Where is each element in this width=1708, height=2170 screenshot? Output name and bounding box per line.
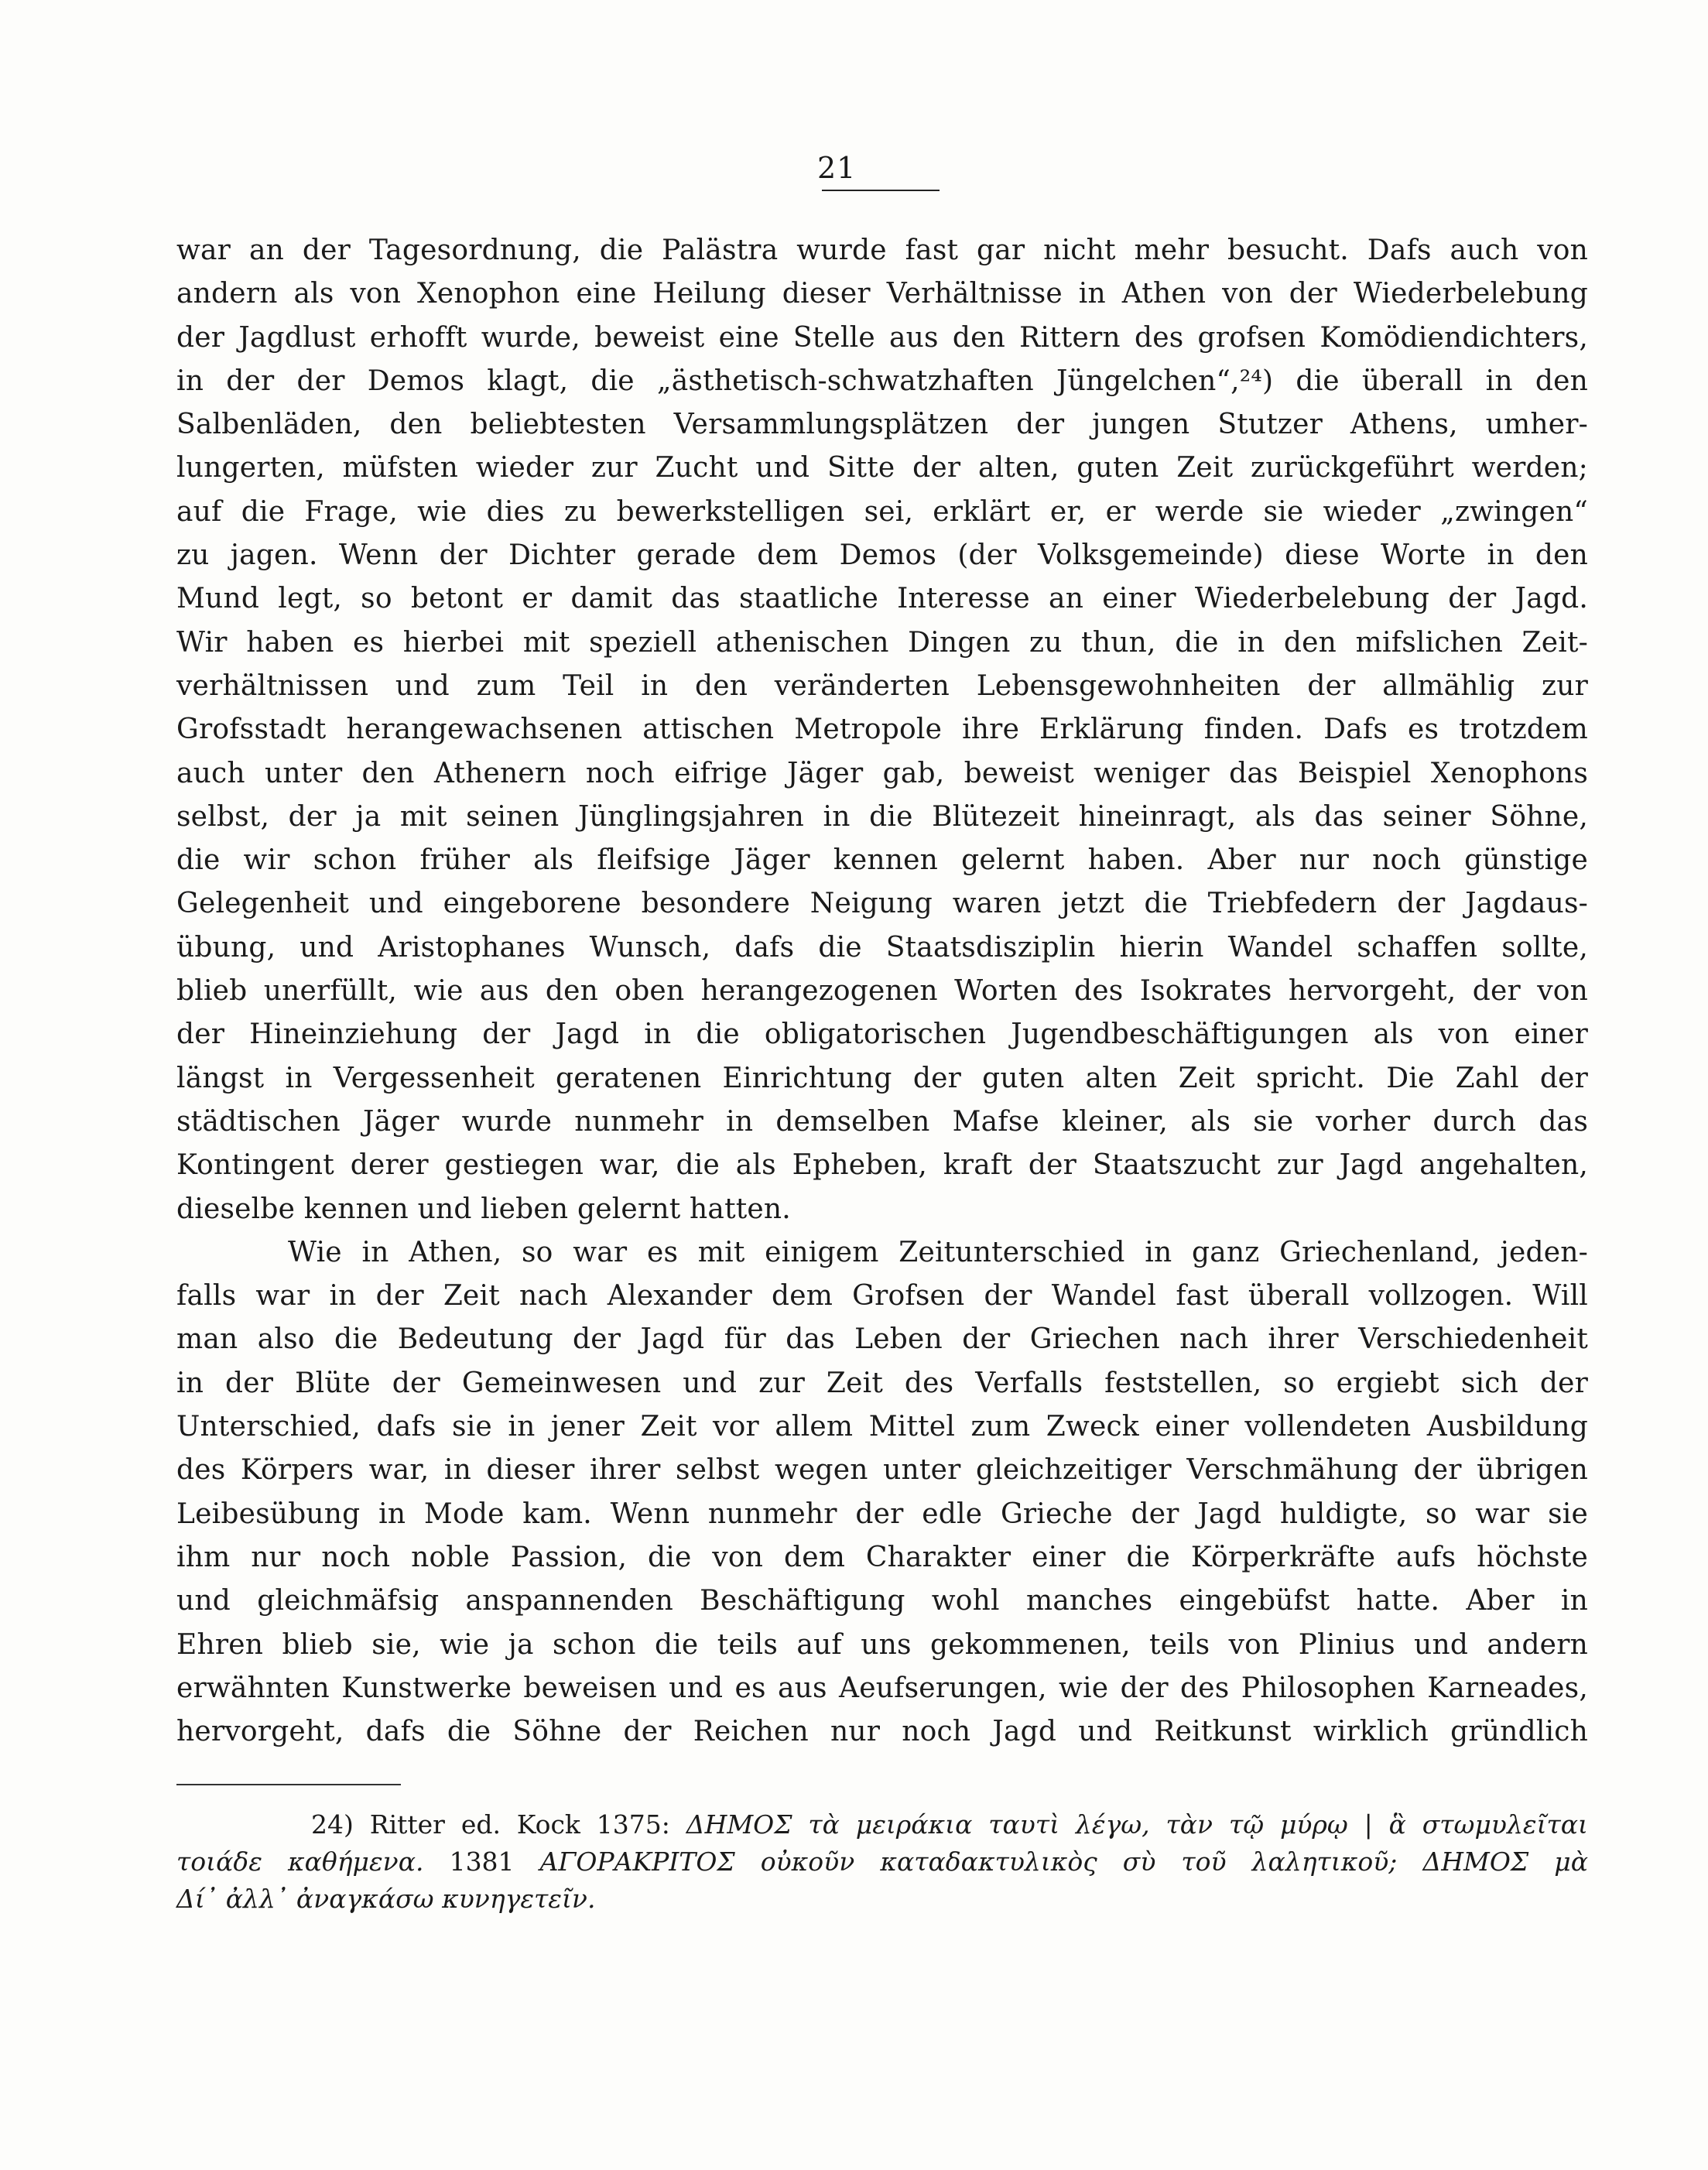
text-line: die wir schon früher als fleifsige Jäger kennen gelernt haben. Aber nur noch günstige	[176, 844, 1588, 877]
footnote-24	[176, 1806, 1588, 1843]
text-line: man also die Bedeutung der Jagd für das Leben der Griechen nach ihrer Verschiedenheit	[176, 1323, 1588, 1356]
text-line: Grofsstadt herangewachsenen attischen Metropole ihre Erklärung finden. Dafs es trotzdem	[176, 714, 1588, 746]
text-line: Salbenläden, den beliebtesten Versammlungsplätzen der jungen Stutzer Athens, umher-	[176, 409, 1588, 441]
footnote-line	[176, 1881, 1588, 1918]
text-line: in der Blüte der Gemeinwesen und zur Zeit des Verfalls feststellen, so ergiebt sich der	[176, 1367, 1588, 1399]
footnote-greek: ΔΗΜΟΣ τὰ μειράκια ταυτὶ λέγω, τὰν τῷ μύρῳ | ἃ στωμυλεῖται	[686, 1809, 1588, 1840]
text-line: verhältnissen und zum Teil in den veränderten Lebensgewohnheiten der allmählig zur	[176, 669, 1588, 702]
text-line: war an der Tagesordnung, die Palästra wurde fast gar nicht mehr besucht. Dafs auch von	[176, 234, 1588, 266]
footnote-text: 1381	[423, 1847, 540, 1877]
text-line: Unterschied, dafs sie in jener Zeit vor allem Mittel zum Zweck einer vollendeten Ausbildung	[176, 1411, 1588, 1443]
footnote-line	[176, 1843, 1588, 1881]
text-line: Mund legt, so betont er damit das staatliche Interesse an einer Wiederbelebung der Jagd.	[176, 583, 1588, 615]
body-text	[176, 229, 1588, 1754]
text-line: längst in Vergessenheit geratenen Einrichtung der guten alten Zeit spricht. Die Zahl der	[176, 1062, 1588, 1094]
text-line: ihm nur noch noble Passion, die von dem Charakter einer die Körperkräfte aufs höchste	[176, 1541, 1588, 1573]
text-line: erwähnten Kunstwerke beweisen und es aus Aeufserungen, wie der des Philosophen Karneades,	[176, 1672, 1588, 1704]
text-line: Kontingent derer gestiegen war, die als Epheben, kraft der Staatszucht zur Jagd angehalten,	[176, 1149, 1588, 1182]
text-line: Ehren blieb sie, wie ja schon die teils auf uns gekommenen, teils von Plinius und andern	[176, 1628, 1588, 1661]
text-line: des Körpers war, in dieser ihrer selbst wegen unter gleichzeitiger Verschmähung der übrigen	[176, 1454, 1588, 1487]
text-line: und gleichmäfsig anspannenden Beschäftigung wohl manches eingebüfst hatte. Aber in	[176, 1585, 1588, 1617]
text-line: Leibesübung in Mode kam. Wenn nunmehr der edle Grieche der Jagd huldigte, so war sie	[176, 1497, 1588, 1530]
text-line: selbst, der ja mit seinen Jünglingsjahren in die Blütezeit hineinragt, als das seiner Söhne,	[176, 800, 1588, 833]
text-line: hervorgeht, dafs die Söhne der Reichen nur noch Jagd und Reitkunst wirklich gründlich	[176, 1716, 1588, 1748]
text-line: städtischen Jäger wurde nunmehr in demselben Mafse kleiner, als sie vorher durch das	[176, 1105, 1588, 1138]
text-line: zu jagen. Wenn der Dichter gerade dem Demos (der Volksgemeinde) diese Worte in den	[176, 539, 1588, 572]
text-line: andern als von Xenophon eine Heilung dieser Verhältnisse in Athen von der Wiederbelebung	[176, 278, 1588, 310]
text-line: falls war in der Zeit nach Alexander dem Grofsen der Wandel fast überall vollzogen. Will	[176, 1280, 1588, 1313]
text-line: der Hineinziehung der Jagd in die obligatorischen Jugendbeschäftigungen als von einer	[176, 1018, 1588, 1051]
footnotes	[176, 1806, 1588, 1918]
text-line: übung, und Aristophanes Wunsch, dafs die Staatsdisziplin hierin Wandel schaffen sollte,	[176, 931, 1588, 963]
page-number: 21	[817, 151, 857, 185]
footnote-greek: τοιάδε καθήμενα.	[176, 1847, 424, 1877]
text-line: blieb unerfüllt, wie aus den oben herangezogenen Worten des Isokrates hervorgeht, der von	[176, 975, 1588, 1008]
text-line: Wir haben es hierbei mit speziell athenischen Dingen zu thun, die in den mifslichen Zeit-	[176, 626, 1588, 659]
footnote-text: Ritter ed. Kock 1375:	[369, 1809, 686, 1840]
text-line: dieselbe kennen und lieben gelernt hatten.	[176, 1193, 791, 1225]
text-line: auch unter den Athenern noch eifrige Jäger gab, beweist weniger das Beispiel Xenophons	[176, 757, 1588, 789]
footnote-greek: Δί᾽ ἀλλ᾽ ἀναγκάσω κυνηγετεῖν.	[176, 1884, 596, 1914]
footnote-greek: ΑΓΟΡΑΚΡΙΤΟΣ οὐκοῦν καταδακτυλικὸς σὺ τοῦ λαλητικοῦ; ΔΗΜΟΣ μὰ	[539, 1847, 1589, 1877]
text-line: der Jagdlust erhofft wurde, beweist eine Stelle aus den Rittern des grofsen Komödiendichters,	[176, 321, 1588, 354]
footnote-separator	[176, 1784, 401, 1785]
text-line: auf die Frage, wie dies zu bewerkstelligen sei, erklärt er, er werde sie wieder „zwingen“	[176, 495, 1588, 528]
text-line: Wie in Athen, so war es mit einigem Zeitunterschied in ganz Griechenland, jeden-	[288, 1236, 1588, 1268]
page-number-rule	[822, 190, 940, 191]
text-line: Gelegenheit und eingeborene besondere Neigung waren jetzt die Triebfedern der Jagdaus-	[176, 888, 1588, 920]
footnote-marker: 24)	[311, 1809, 354, 1840]
text-line: lungerten, müfsten wieder zur Zucht und Sitte der alten, guten Zeit zurückgeführt werden;	[176, 452, 1588, 484]
text-line: in der der Demos klagt, die „ästhetisch-schwatzhaften Jüngelchen“,²⁴) die überall in den	[176, 365, 1588, 397]
